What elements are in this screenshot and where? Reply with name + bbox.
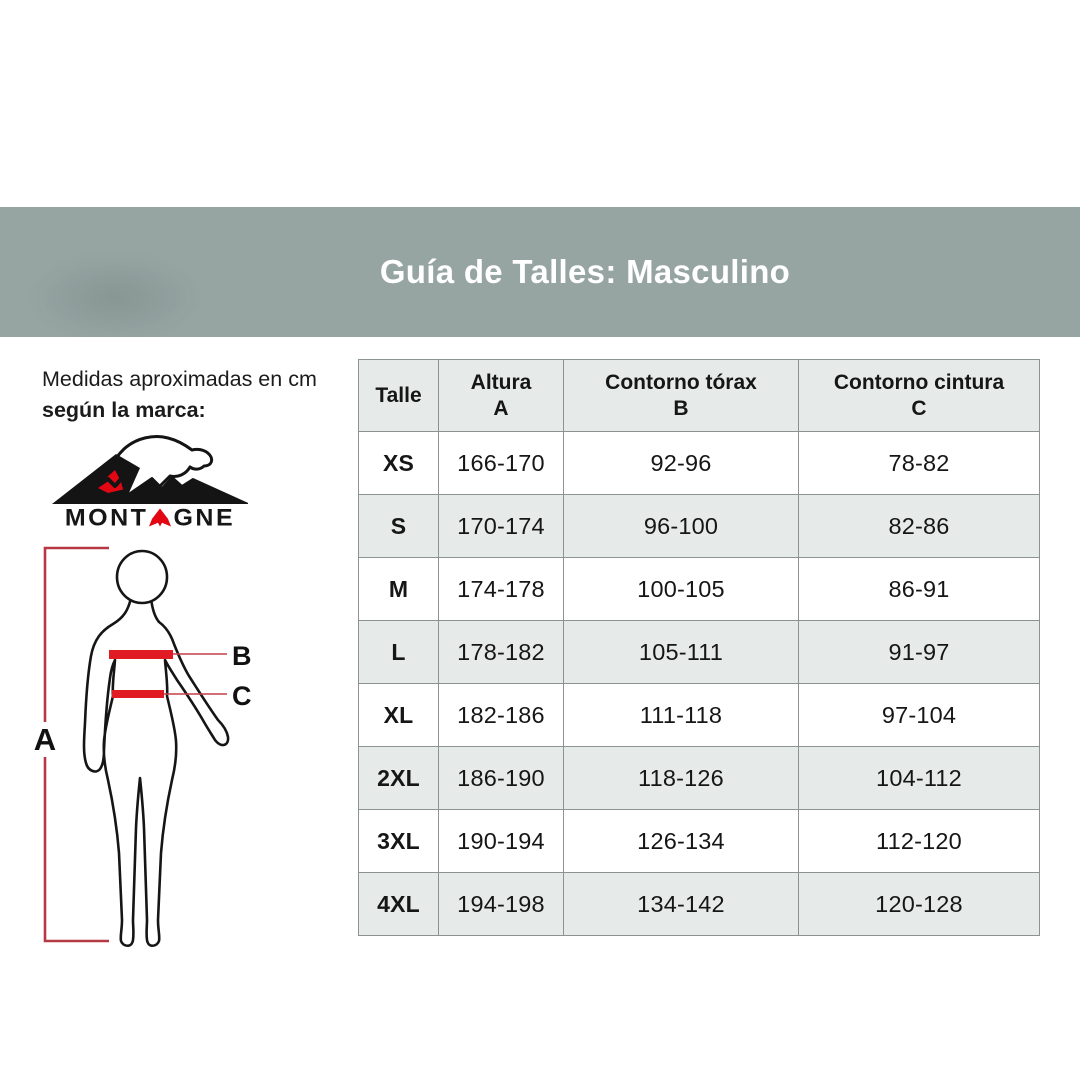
label-height-a: A [33,722,57,757]
montagne-logo [52,434,248,532]
table-row-2xl: 2XL 186-190 118-126 104-112 [359,747,1040,810]
col-header-torax: Contorno tórax B [564,360,799,432]
table-row-m: M 174-178 100-105 86-91 [359,558,1040,621]
wordmark-suffix: GNE [173,504,236,532]
table-row-xs: XS 166-170 92-96 78-82 [359,432,1040,495]
montagne-wordmark [52,504,248,532]
size-table [358,359,1040,936]
size-table-header-row [359,360,1040,432]
waist-measure-bar [112,690,164,698]
title-banner [0,207,1080,337]
banner-smudge [30,255,200,337]
label-chest-b: B [232,641,252,671]
table-row-l: L 178-182 105-111 91-97 [359,621,1040,684]
col-header-talle: Talle [359,360,439,432]
intro-line-1: Medidas aproximadas en cm [42,367,317,391]
table-row-xl: XL 182-186 111-118 97-104 [359,684,1040,747]
page-title: Guía de Talles: Masculino [379,253,791,290]
wordmark-prefix: MONT [64,504,149,532]
table-row-s: S 170-174 96-100 82-86 [359,495,1040,558]
chest-measure-bar [109,650,173,659]
body-measurement-diagram [20,528,280,953]
intro-text [42,364,317,426]
col-header-altura: Altura A [439,360,564,432]
montagne-a-icon [149,508,171,527]
head-outline [117,551,167,603]
label-waist-c: C [232,681,252,711]
col-header-cintura: Contorno cintura C [799,360,1040,432]
montagne-eagle-mountain-icon [52,434,248,504]
table-row-3xl: 3XL 190-194 126-134 112-120 [359,810,1040,873]
intro-line-2: según la marca: [42,398,206,422]
table-row-4xl: 4XL 194-198 134-142 120-128 [359,873,1040,936]
